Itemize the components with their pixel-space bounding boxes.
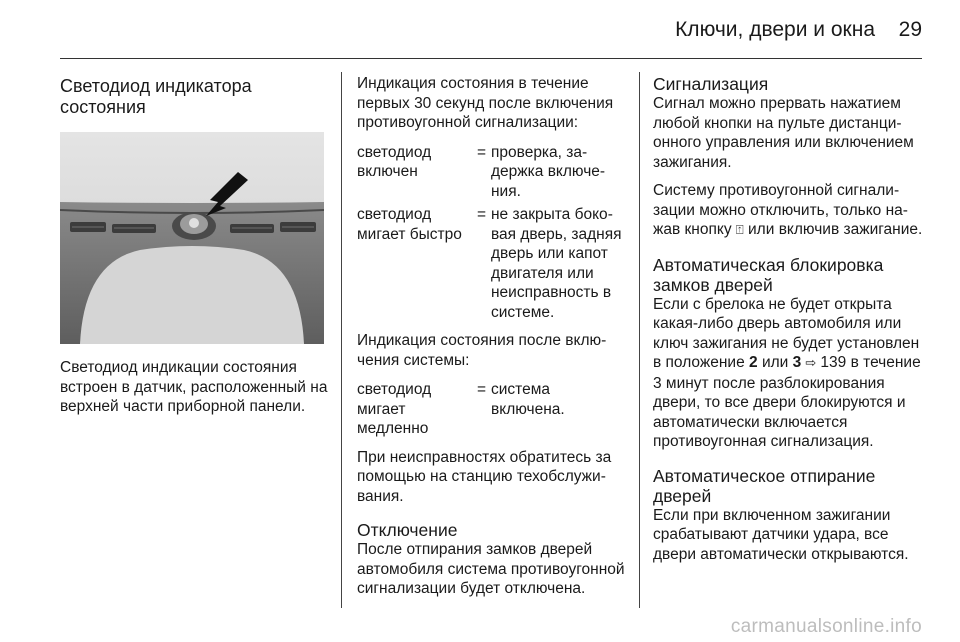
led-meaning: проверка, задержка включения. [491, 143, 606, 200]
watermark: carmanualsonline.info [730, 616, 922, 637]
text-run: Если с брелока не будет открыта какая-либо дверь автомобиля или ключ зажигания не будет установлен в положение [653, 295, 920, 371]
section-text: Сигнал можно прервать нажатием любой кнопки на пульте дистанционного управления или включением зажигания. [653, 95, 914, 171]
table-row [357, 143, 625, 202]
table-row [357, 380, 625, 439]
service-paragraph: При неисправностях обратитесь за помощью на станцию техобслуживания. [357, 448, 612, 505]
text-run: Систему противоугонной сигнализации можно отключить, только нажав кнопку [653, 182, 908, 238]
status-intro: Индикация состояния в течение первых 30 секунд после включения противоугонной сигнализации: [357, 75, 614, 131]
section-heading: Сигнализация [653, 74, 769, 94]
led-state: светодиод включен [357, 143, 432, 180]
text-run: или включив зажигание. [743, 221, 923, 238]
column-divider [341, 72, 342, 608]
text-run: в течение 3 минут после разблокирования двери, то все двери блокируются и автоматически включается противоугонная сигнализация. [653, 354, 921, 450]
section-heading [60, 76, 328, 118]
ignition-position: 3 [792, 354, 802, 371]
section-heading: Автоматическое отпирание дверей [653, 465, 876, 506]
equals-sign: = [477, 143, 487, 161]
column-2 [357, 74, 625, 599]
led-state: светодиод мигает медленно [357, 381, 432, 437]
table-row [357, 205, 625, 322]
heading-line: состояния [60, 97, 146, 117]
section-text [653, 295, 925, 452]
header-rule [60, 58, 922, 59]
section-heading: Отключение [357, 520, 458, 540]
section-text: После отпирания замков дверей автомобиля система противоугонной сигнализации будет отключена. [357, 541, 625, 597]
page-number: 29 [898, 18, 922, 41]
led-meaning: не закрыта боковая дверь, задняя дверь или капот двигателя или неисправность в системе. [491, 206, 622, 321]
text-run: или [757, 354, 793, 371]
section-text [653, 181, 925, 241]
page-reference[interactable]: 139 [820, 354, 847, 371]
dashboard-sensor-illustration [60, 132, 324, 344]
heading-line: Светодиод индикатора [60, 76, 252, 96]
page-header [0, 0, 960, 62]
page-title: Ключи, двери и окна [675, 18, 875, 41]
unlock-key-icon: ⍐ [735, 223, 744, 238]
ignition-position: 2 [749, 354, 758, 371]
equals-sign: = [477, 206, 487, 223]
column-1 [60, 74, 328, 417]
section-heading: Автоматическая блокировка замков дверей [653, 254, 884, 295]
status-intro-2: Индикация состояния после включения системы: [357, 332, 607, 369]
illustration-caption: Светодиод индикации состояния встроен в датчик, расположенный на верхней части приборной панели. [60, 359, 328, 415]
led-meaning: система включена. [491, 381, 565, 418]
page-reference-arrow-icon: ⇨ [801, 356, 821, 371]
status-table-1 [357, 143, 625, 323]
equals-sign: = [477, 381, 487, 398]
column-divider [639, 72, 640, 608]
section-text: Если при включенном зажигании срабатывают датчики удара, все двери автоматически открываются. [653, 506, 909, 563]
status-table-2 [357, 380, 625, 439]
column-3 [653, 74, 925, 564]
led-state: светодиод мигает быстро [357, 206, 462, 243]
